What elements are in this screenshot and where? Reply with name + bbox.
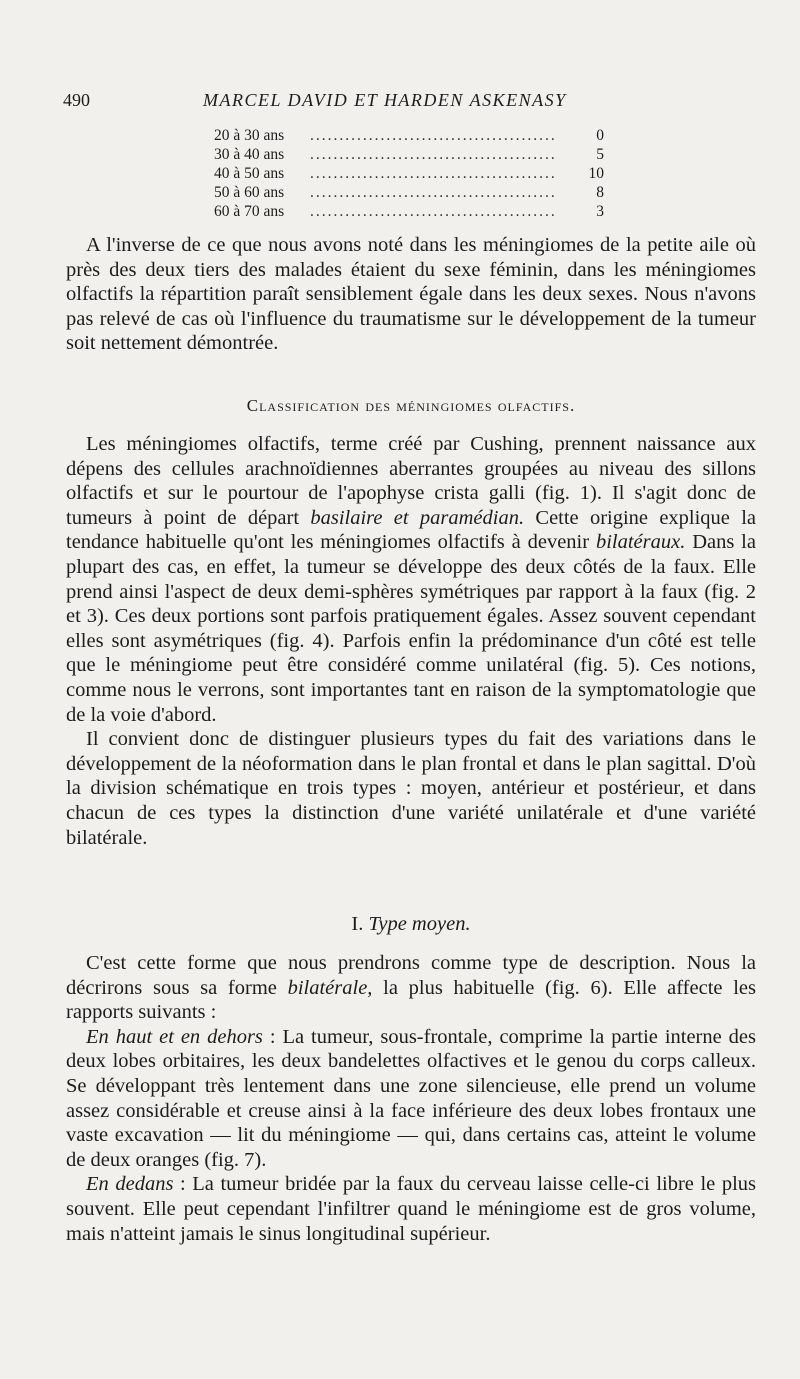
paragraph-inside xyxy=(66,1172,756,1246)
section-body xyxy=(66,432,756,850)
case-count: 5 xyxy=(596,146,604,163)
paragraph-description xyxy=(66,951,756,1025)
paragraph-origin xyxy=(66,432,756,727)
dot-leader: .......................................... xyxy=(310,146,557,163)
dot-leader: .......................................... xyxy=(310,127,557,144)
text-run: Dans la plupart des cas, en effet, la tumeur se développe des deux côtés de la faux. Elle prend ainsi l'aspect de deux demi-sphères symétriques par rapport à la faux (fig. 2 et 3). Ces deux portions sont parfois pratiquement égales. Assez souvent cependant elles sont asymétriques (fig. 4). Parfois enfin la prédominance d'un côté est telle que le méningiome peut être considéré comme unilatéral (fig. 5). Ces notions, comme nous le verrons, sont importantes tant en raison de la symptomatologie que de la voie d'abord. xyxy=(66,531,756,726)
dot-leader: .......................................... xyxy=(310,165,557,182)
age-range: 50 à 60 ans xyxy=(214,184,285,201)
text-run: : La tumeur bridée par la faux du cerveau laisse celle-ci libre le plus souvent. Elle peut cependant l'infiltrer quand le méningiome est de gros volume, mais n'atteint jamais le sinus longitudinal supérieur. xyxy=(66,1173,756,1245)
table-row xyxy=(214,183,604,202)
page-number: 490 xyxy=(63,90,90,110)
text-run: C'est cette forme que nous prendrons comme type de description. Nous la décrirons sous sa forme xyxy=(66,952,756,999)
paragraph-text: A l'inverse de ce que nous avons noté dans les méningiomes de la petite aile où près des deux tiers des malades étaient du sexe féminin, dans les méningiomes olfactifs la répartition paraît sensiblement égale dans les deux sexes. Nous n'avons pas relevé de cas où l'influence du traumatisme sur le développement de la tumeur soit nettement démontrée. xyxy=(66,234,756,355)
text-run: Les méningiomes olfactifs, terme créé par Cushing, prennent naissance aux dépens des cellules arachnoïdiennes aberrantes groupées au niveau des sillons olfactifs et sur le pourtour de l'apophyse crista galli (fig. 1). Il s'agit donc de tumeurs à point de départ xyxy=(66,433,756,529)
table-row xyxy=(214,202,604,221)
case-count: 10 xyxy=(588,165,604,182)
running-title: MARCEL DAVID ET HARDEN ASKENASY xyxy=(203,90,567,110)
case-count: 3 xyxy=(596,203,604,220)
table-row xyxy=(214,145,604,164)
italic-lead: En haut et en dehors xyxy=(86,1025,263,1048)
italic-term: bilatéraux. xyxy=(595,531,686,554)
italic-term: bilatérale, xyxy=(287,976,373,999)
section-heading: Classification des méningiomes olfactifs. xyxy=(246,396,576,415)
subsection-body xyxy=(66,951,756,1246)
text-run: Cette origine explique la tendance habituelle qu'ont les méningiomes olfactifs à devenir xyxy=(66,506,756,554)
dot-leader: .......................................... xyxy=(310,203,557,220)
italic-lead: En dedans xyxy=(86,1173,174,1196)
age-range: 40 à 50 ans xyxy=(214,165,285,182)
paragraph-sex-distribution xyxy=(66,233,756,356)
age-range: 60 à 70 ans xyxy=(214,203,285,220)
subsection-title: Type moyen. xyxy=(368,913,471,935)
table-row xyxy=(214,126,604,145)
page-header xyxy=(63,90,743,116)
case-count: 0 xyxy=(596,127,604,144)
age-distribution-table xyxy=(214,126,604,221)
italic-term: basilaire et paramédian. xyxy=(310,506,525,529)
subsection-number: I. xyxy=(351,913,364,935)
age-range: 30 à 40 ans xyxy=(214,146,285,163)
text-run: la plus habituelle (fig. 6). Elle affecte les rapports suivants : xyxy=(66,976,756,1024)
table-row xyxy=(214,164,604,183)
paragraph-above-outside xyxy=(66,1025,756,1173)
dot-leader: .......................................... xyxy=(310,184,557,201)
paragraph-types: Il convient donc de distinguer plusieurs types du fait des variations dans le développement de la néoformation dans le plan frontal et dans le plan sagittal. D'où la division schématique en trois types : moyen, antérieur et postérieur, et dans chacun de ces types la distinction d'une variété unilatérale et d'une variété bilatérale. xyxy=(66,728,756,849)
case-count: 8 xyxy=(596,184,604,201)
text-run: : La tumeur, sous-frontale, comprime la partie interne des deux lobes orbitaires, les deux bandelettes olfactives et le genou du corps calleux. Se développant très lentement dans une zone silencieuse, elle prend un volume assez considérable et creuse ainsi à la face inférieure des deux lobes frontaux une vaste excavation — lit du méningiome — qui, dans certains cas, atteint le volume de deux oranges (fig. 7). xyxy=(66,1025,756,1171)
subsection-heading xyxy=(66,913,756,936)
age-range: 20 à 30 ans xyxy=(214,127,285,144)
